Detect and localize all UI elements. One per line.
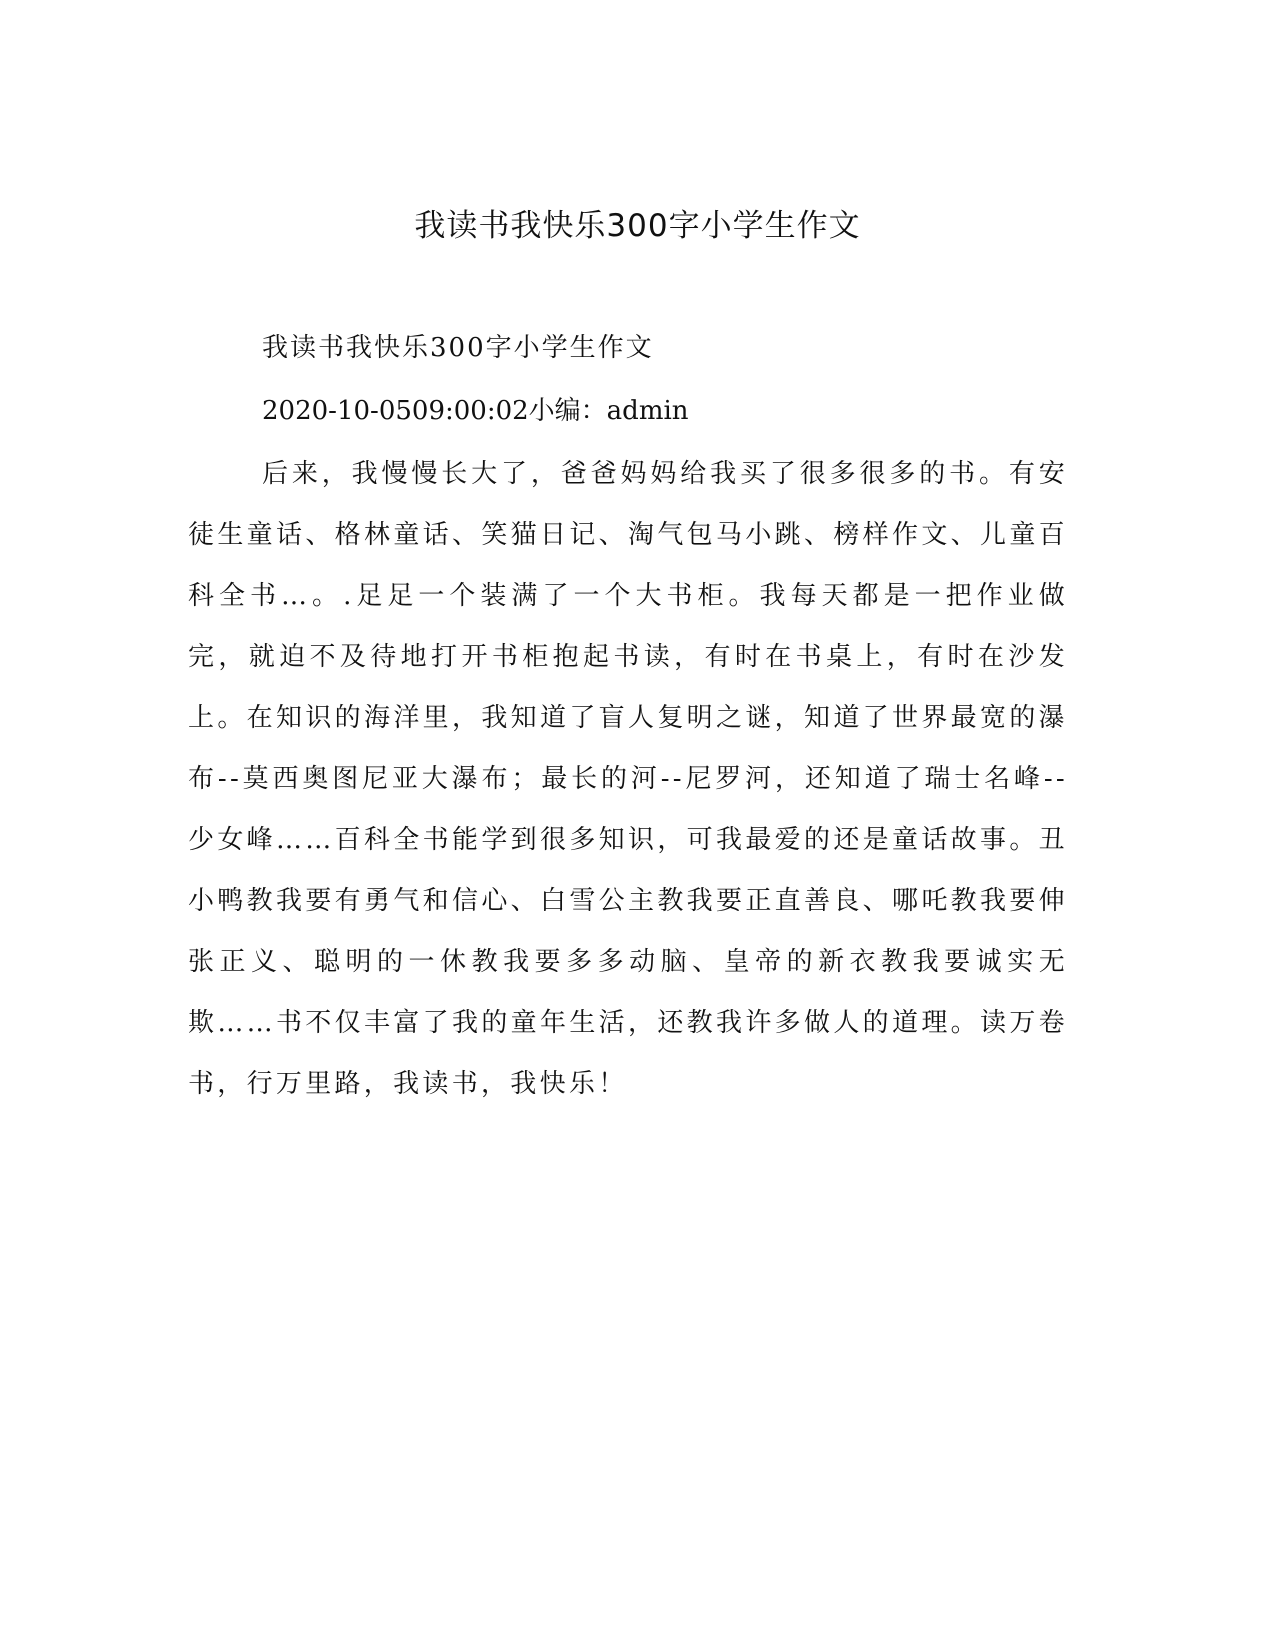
document-subtitle: 我读书我快乐300字小学生作文 [262,333,654,363]
document-meta: 2020-10-0509:00:02小编：admin [262,396,689,426]
body-paragraph: 后来，我慢慢长大了，爸爸妈妈给我买了很多很多的书。有安徒生童话、格林童话、笑猫日记、淘气包马小跳、榜样作文、儿童百科全书…。.足足一个装满了一个大书柜。我每天都是一把作业做完，就迫不及待地打开书柜抱起书读，有时在书桌上，有时在沙发上。在知识的海洋里，我知道了盲人复明之谜，知道了世界最宽的瀑布--莫西奥图尼亚大瀑布；最长的河--尼罗河，还知道了瑞士名峰--少女峰……百科全书能学到很多知识，可我最爱的还是童话故事。丑小鸭教我要有勇气和信心、白雪公主教我要正直善良、哪吒教我要伸张正义、聪明的一休教我要多多动脑、皇帝的新衣教我要诚实无欺……书不仅丰富了我的童年生活，还教我许多做人的道理。读万卷书，行万里路，我读书，我快乐！ [188,459,1068,1099]
document-title: 我读书我快乐300字小学生作文 [414,208,861,244]
document-body [188,327,1068,1115]
